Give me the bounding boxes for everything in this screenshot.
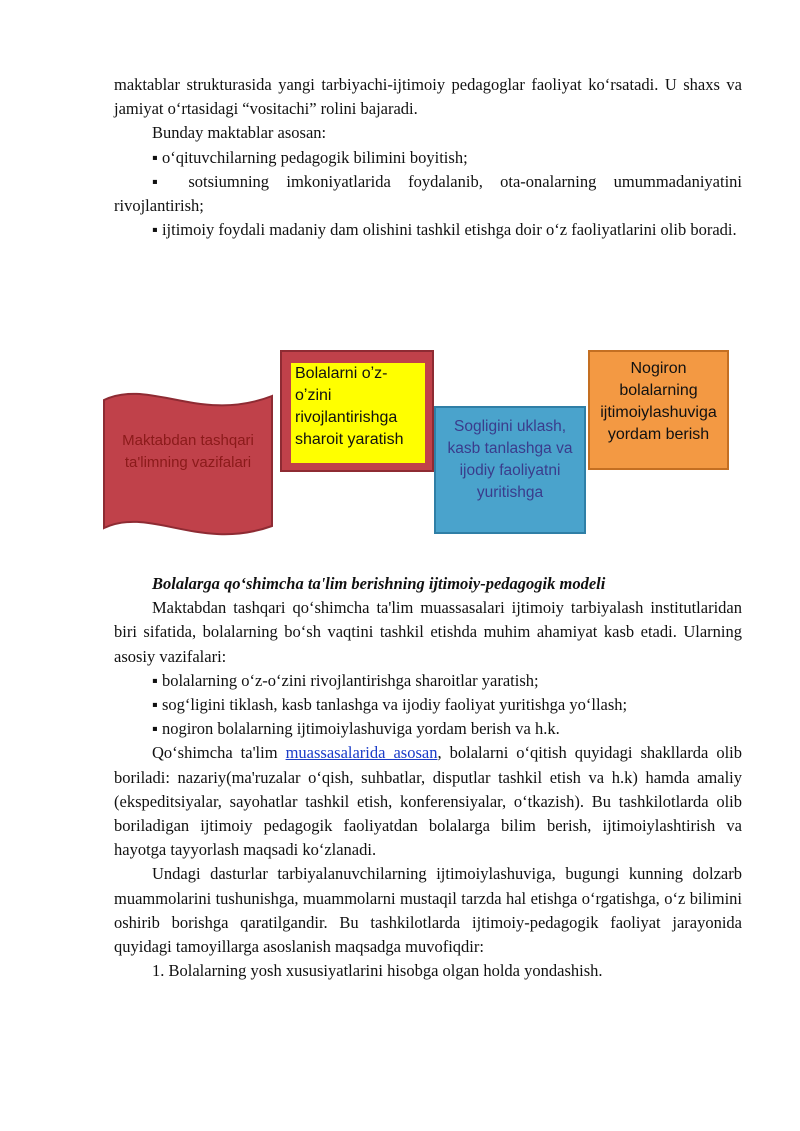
wave-shape-svg (0, 0, 800, 560)
paragraph-text: , bolalarni oʻqitish quyidagi shakllarda olib boriladi: nazariy(ma'ruzalar oʻqish, suhbatlar, disputlar tashkil etish va h.k) hamda amaliy (ekspeditsiyalar, sayohatlar tashkil etish, konferensiyalar, oʻtkazish). Bu tashkilotlarda olib boriladigan ijtimoiy pedagogik faoliyatdan bolalarga bilim berish, ijtimoiylashtirish va hayotga tayyorlash maqsadi koʻzlanadi. (114, 743, 743, 860)
paragraph-text: Qoʻshimcha ta'lim (152, 743, 286, 763)
intro-bullet: ▪ sotsiumning imkoniyatlarida foydalanib, ota-onalarning umummadaniyatini rivojlantirish; (114, 171, 742, 216)
section-paragraph-forms (114, 741, 742, 862)
diagram-box-health-career: Sogligini uklash, kasb tanlashga va ijodiy faoliyatni yuritishga (434, 406, 586, 534)
intro-bullet: ▪ oʻqituvchilarning pedagogik bilimini boyitish; (152, 147, 468, 167)
diagram-box-disabled-children: Nogiron bolalarning ijtimoiylashuviga yordam berish (588, 350, 729, 470)
section-paragraph: Maktabdan tashqari qoʻshimcha ta'lim muassasalari ijtimoiy tarbiyalash institutlaridan biri sifatida, bolalarning boʻsh vaqtini tashkil etishda muhim ahamiyat kasb etadi. Ularning asosiy vazifalari: (114, 598, 742, 666)
diagram-box-self-development (280, 350, 434, 472)
intro-paragraph: maktablar strukturasida yangi tarbiyachi-ijtimoiy pedagoglar faoliyat koʻrsatadi. U shaxs va jamiyat oʻrtasidagi “vositachi” rolini bajaradi. (114, 75, 742, 119)
section-paragraph-programs: Undagi dasturlar tarbiyalanuvchilarning ijtimoiylashuviga, bugungi kunning dolzarb muammolarini tushunishga, muammolarni mustaqil tarzda hal etishga oʻrgatishga, oʻz bilimini oshirib borishga qaratilgandir. Bu tashkilotlarda ijtimoiy-pedagogik faoliyat jarayonida quyidagi tamoyillarga asoslanish maqsadga muvofiqdir: (114, 864, 742, 957)
section-bullet: ▪ nogiron bolalarning ijtimoiylashuviga yordam berish va h.k. (152, 719, 560, 739)
section-bullet: ▪ bolalarning oʻz-oʻzini rivojlantirishga sharoitlar yaratish; (152, 670, 539, 690)
section-bullet: ▪ sogʻligini tiklash, kasb tanlashga va ijodiy faoliyat yuritishga yoʻllash; (152, 695, 628, 715)
functions-diagram (0, 0, 800, 560)
diagram-center-label: Maktabdan tashqari ta'limning vazifalari (122, 432, 254, 471)
section-title: Bolalarga qoʻshimcha ta'lim berishning ijtimoiy-pedagogik modeli (152, 574, 606, 593)
intro-bullet: ▪ ijtimoiy foydali madaniy dam olishini tashkil etishga doir oʻz faoliyatlarini olib boradi. (152, 220, 737, 240)
muassasalarida-link[interactable]: muassasalarida asosan (285, 743, 438, 763)
principle-item: 1. Bolalarning yosh xususiyatlarini hisobga olgan holda yondashish. (152, 961, 603, 981)
section-text (114, 572, 742, 983)
intro-lead: Bunday maktablar asosan: (152, 123, 327, 143)
diagram-box-self-development-text: Bolalarni oʼz-oʼzini rivojlantirishga sharoit yaratish (291, 363, 425, 463)
